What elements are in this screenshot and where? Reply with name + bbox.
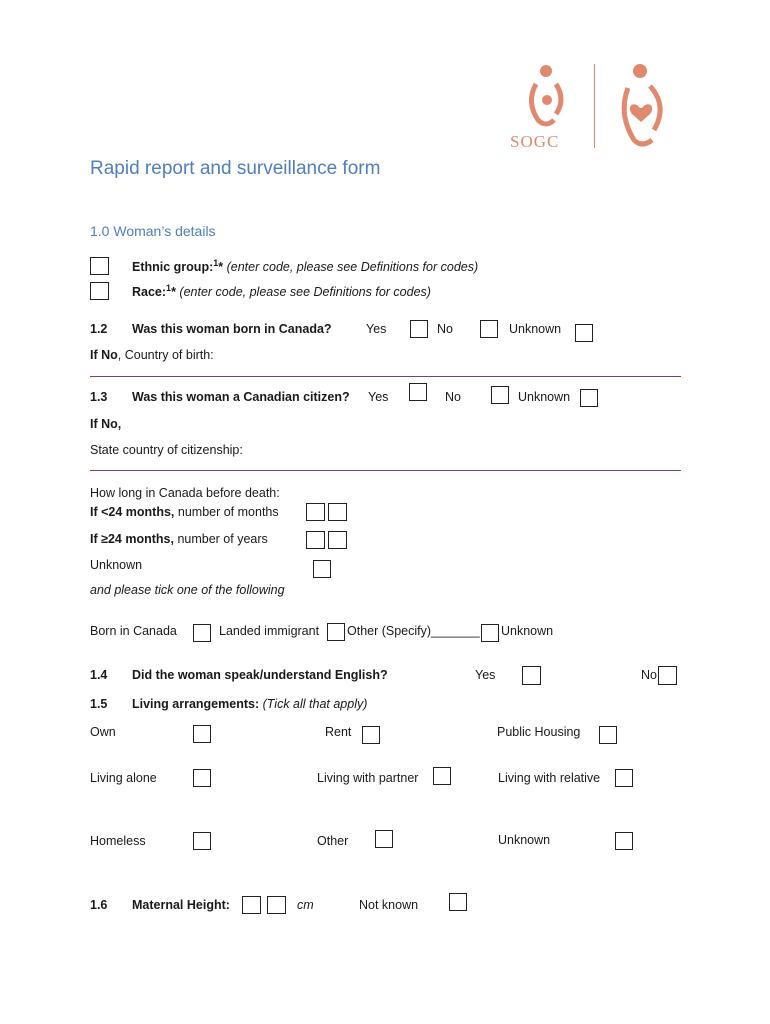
years-digit-2-box[interactable]: [328, 531, 347, 549]
q16-number: 1.6: [90, 898, 108, 912]
public-housing-checkbox[interactable]: [599, 726, 617, 744]
landed-immigrant-label: Landed immigrant: [219, 624, 320, 638]
q14-question: Did the woman speak/understand English?: [132, 668, 388, 682]
living-alone-checkbox[interactable]: [193, 769, 211, 787]
other-checkbox[interactable]: [375, 830, 393, 848]
q12-ifno: If No, Country of birth:: [90, 348, 214, 362]
q12-number: 1.2: [90, 322, 108, 336]
q12-question: Was this woman born in Canada?: [132, 322, 332, 336]
race-checkbox[interactable]: [90, 282, 109, 300]
duration-heading: How long in Canada before death:: [90, 486, 280, 500]
divider: [90, 376, 681, 377]
homeless-checkbox[interactable]: [193, 832, 211, 850]
not-known-checkbox[interactable]: [449, 893, 467, 911]
duration-ge24-label: If ≥24 months, number of years: [90, 532, 268, 546]
other-specify-checkbox[interactable]: [481, 624, 499, 642]
q13-ifno: If No,: [90, 417, 122, 431]
living-partner-checkbox[interactable]: [433, 767, 451, 785]
race-label: Race:$^1$* (enter code, please see Definitions for codes): [132, 283, 431, 300]
q14-yes-label: Yes: [475, 668, 496, 682]
other-label: Other: [317, 834, 349, 848]
q12-yes-label: Yes: [366, 322, 387, 336]
q13-question: Was this woman a Canadian citizen?: [132, 390, 350, 404]
q13-number: 1.3: [90, 390, 108, 404]
q12-no-label: No: [437, 322, 453, 336]
q14-no-checkbox[interactable]: [658, 666, 677, 685]
q13-yes-checkbox[interactable]: [409, 383, 427, 401]
q12-yes-checkbox[interactable]: [410, 320, 428, 338]
q14-yes-checkbox[interactable]: [522, 666, 541, 685]
sogc-figure-icon: [516, 62, 576, 132]
heart-figure-icon: [612, 62, 672, 152]
logo-divider: [594, 64, 595, 148]
status-unknown-label: Unknown: [501, 624, 554, 638]
duration-lt24-label: If <24 months, number of months: [90, 505, 279, 519]
landed-immigrant-checkbox[interactable]: [327, 623, 345, 641]
q13-state-label: State country of citizenship:: [90, 443, 243, 457]
height-digit-1-box[interactable]: [242, 896, 261, 914]
living-unknown-label: Unknown: [498, 833, 551, 847]
q12-unknown-label: Unknown: [509, 322, 562, 336]
public-housing-label: Public Housing: [497, 725, 581, 739]
living-unknown-checkbox[interactable]: [615, 832, 633, 850]
duration-unknown-label: Unknown: [90, 558, 143, 572]
other-specify-label: Other (Specify)_______: [347, 624, 480, 638]
sogc-logo: [508, 62, 678, 157]
born-in-canada-label: Born in Canada: [90, 624, 177, 638]
q13-no-label: No: [445, 390, 461, 404]
rent-checkbox[interactable]: [362, 726, 380, 744]
living-relative-label: Living with relative: [498, 771, 601, 785]
rent-label: Rent: [325, 725, 352, 739]
height-unit: cm: [297, 898, 314, 912]
months-digit-1-box[interactable]: [306, 503, 325, 521]
years-digit-1-box[interactable]: [306, 531, 325, 549]
height-digit-2-box[interactable]: [267, 896, 286, 914]
section-heading: 1.0 Woman’s details: [90, 223, 216, 239]
q14-no-label: No: [641, 668, 657, 682]
page-title: Rapid report and surveillance form: [90, 158, 381, 179]
own-checkbox[interactable]: [193, 725, 211, 743]
homeless-label: Homeless: [90, 834, 146, 848]
tick-instruction: and please tick one of the following: [90, 583, 285, 597]
ethnic-checkbox[interactable]: [90, 257, 109, 275]
born-in-canada-checkbox[interactable]: [193, 624, 211, 642]
living-relative-checkbox[interactable]: [615, 769, 633, 787]
q16-question: Maternal Height:: [132, 898, 230, 912]
q13-unknown-checkbox[interactable]: [580, 389, 598, 407]
ethnic-label: Ethnic group:$^1$* (enter code, please see Definitions for codes): [132, 258, 479, 275]
q14-number: 1.4: [90, 668, 108, 682]
months-digit-2-box[interactable]: [328, 503, 347, 521]
q13-yes-label: Yes: [368, 390, 389, 404]
not-known-label: Not known: [359, 898, 419, 912]
q13-no-checkbox[interactable]: [491, 386, 509, 404]
q15-number: 1.5: [90, 697, 108, 711]
divider: [90, 470, 681, 471]
logo-text: SOGC: [510, 132, 560, 151]
own-label: Own: [90, 725, 116, 739]
duration-unknown-checkbox[interactable]: [313, 560, 331, 578]
q12-unknown-checkbox[interactable]: [575, 324, 593, 342]
q13-unknown-label: Unknown: [518, 390, 571, 404]
q12-no-checkbox[interactable]: [480, 320, 498, 338]
living-alone-label: Living alone: [90, 771, 157, 785]
living-partner-label: Living with partner: [317, 771, 419, 785]
q15-question: Living arrangements: (Tick all that apply): [132, 697, 368, 711]
